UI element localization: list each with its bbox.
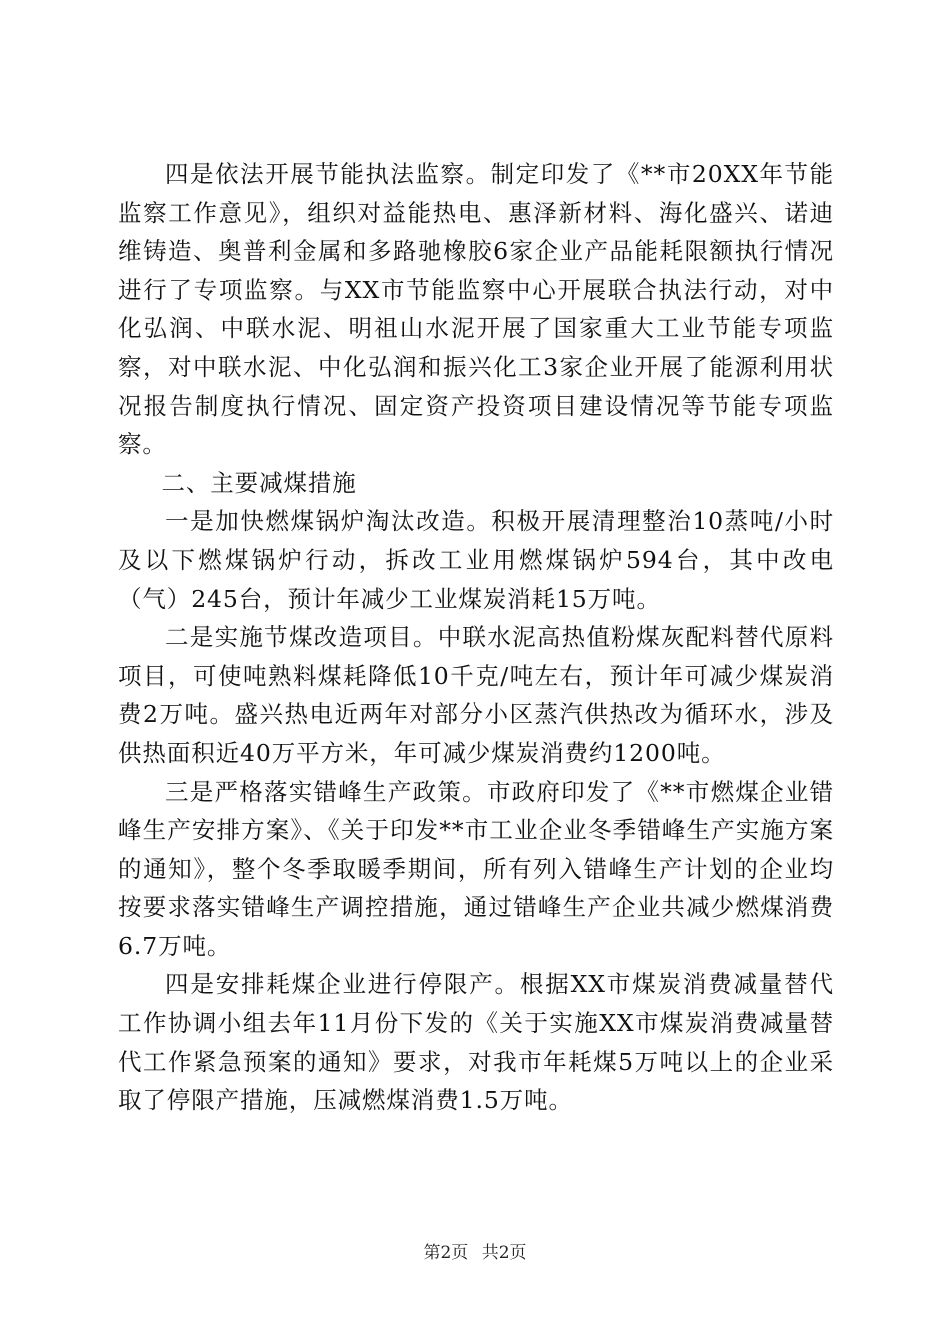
document-body bbox=[118, 155, 834, 1120]
paragraph-boiler-elimination: 一是加快燃煤锅炉淘汰改造。积极开展清理整治10蒸吨/小时及以下燃煤锅炉行动，拆改工业用燃煤锅炉594台，其中改电（气）245台，预计年减少工业煤炭消耗15万吨。 bbox=[118, 507, 834, 613]
paragraph-production-limits: 四是安排耗煤企业进行停限产。根据XX市煤炭消费减量替代工作协调小组去年11月份下发的《关于实施XX市煤炭消费减量替代工作紧急预案的通知》要求，对我市年耗煤5万吨以上的企业采取了停限产措施，压减燃煤消费1.5万吨。 bbox=[118, 970, 834, 1115]
paragraph-coal-saving-projects: 二是实施节煤改造项目。中联水泥高热值粉煤灰配料替代原料项目，可使吨熟料煤耗降低10千克/吨左右，预计年可减少煤炭消费2万吨。盛兴热电近两年对部分小区蒸汽供热改为循环水，涉及供热面积近40万平方米，年可减少煤炭消费约1200吨。 bbox=[118, 623, 834, 767]
page-footer bbox=[0, 1238, 950, 1263]
section-heading-coal-reduction: 二、主要减煤措施 bbox=[161, 468, 357, 497]
paragraph-staggered-production: 三是严格落实错峰生产政策。市政府印发了《**市燃煤企业错峰生产安排方案》、《关于印发**市工业企业冬季错峰生产实施方案的通知》，整个冬季取暖季期间，所有列入错峰生产计划的企业均按要求落实错峰生产调控措施，通过错峰生产企业共减少燃煤消费6.7万吨。 bbox=[118, 777, 834, 960]
page-number-current: 第2页 bbox=[423, 1243, 469, 1263]
page-number-total: 共2页 bbox=[481, 1243, 527, 1263]
paragraph-energy-inspection: 四是依法开展节能执法监察。制定印发了《**市20XX年节能监察工作意见》，组织对益能热电、惠泽新材料、海化盛兴、诺迪维铸造、奥普利金属和多路驰橡胶6家企业产品能耗限额执行情况进行了专项监察。与XX市节能监察中心开展联合执法行动，对中化弘润、中联水泥、明祖山水泥开展了国家重大工业节能专项监察，对中联水泥、中化弘润和振兴化工3家企业开展了能源利用状况报告制度执行情况、固定资产投资项目建设情况等节能专项监察。 bbox=[118, 160, 834, 459]
